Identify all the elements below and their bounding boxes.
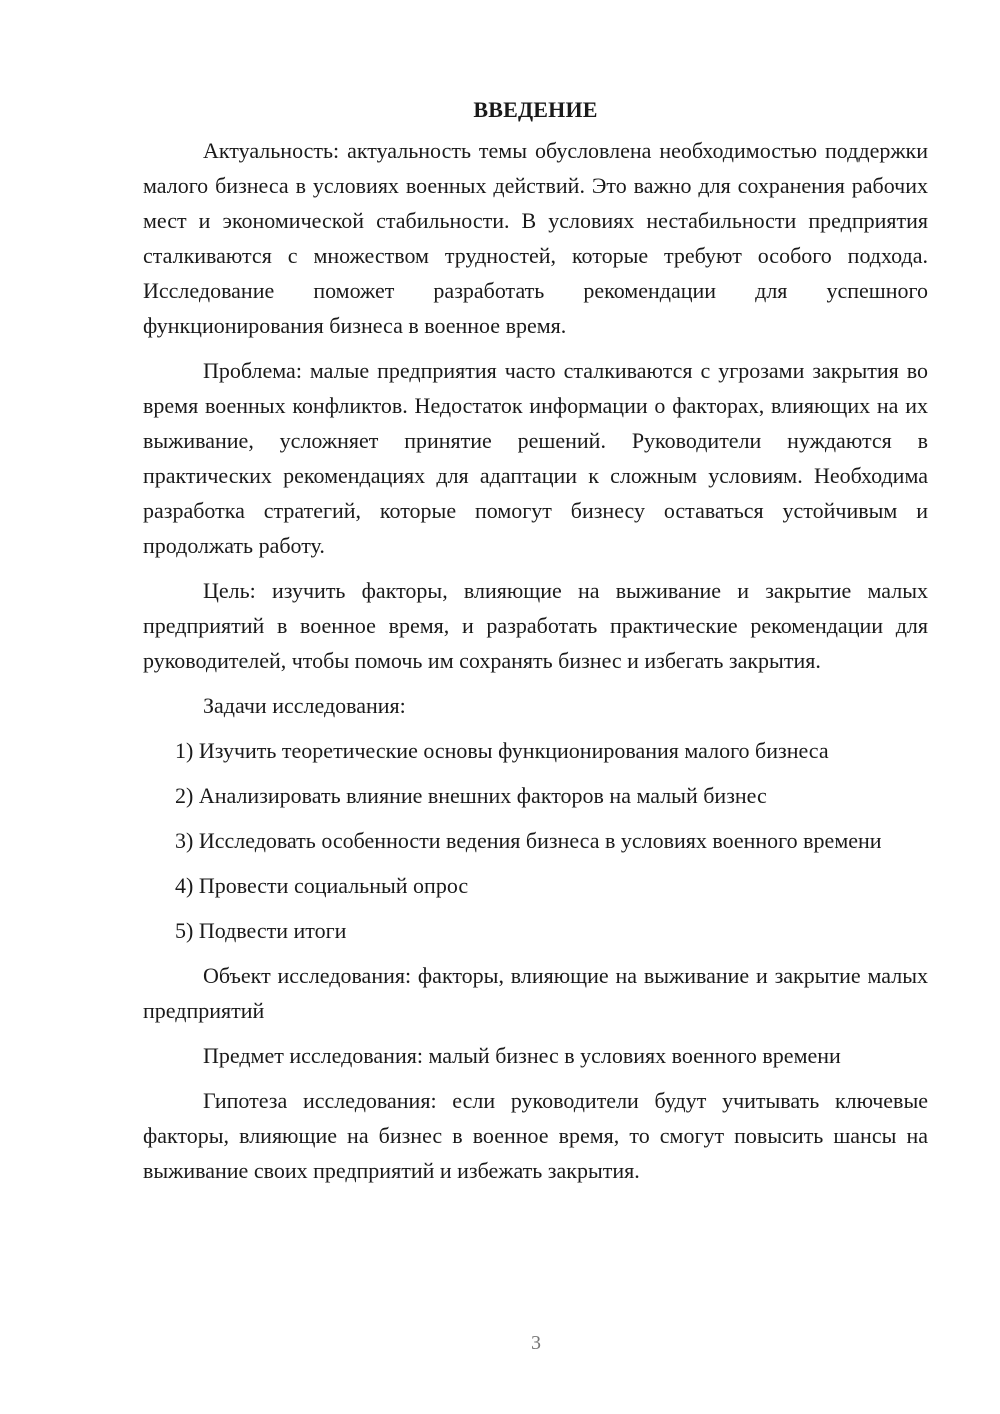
paragraph-goal: Цель: изучить факторы, влияющие на выживание и закрытие малых предприятий в военное время, и разработать практические рекомендации для руководителей, чтобы помочь им сохранять бизнес и избегать закрытия.: [143, 578, 928, 673]
task-item-5: 5) Подвести итоги: [175, 918, 347, 943]
task-item-2: 2) Анализировать влияние внешних факторов на малый бизнес: [175, 783, 767, 808]
page-number: 3: [531, 1332, 541, 1354]
paragraph-relevance: Актуальность: актуальность темы обусловлена необходимостью поддержки малого бизнеса в условиях военных действий. Это важно для сохранения рабочих мест и экономической стабильности. В условиях нестабильности предприятия сталкиваются с множеством трудностей, которые требуют особого подхода. Исследование поможет разработать рекомендации для успешного функционирования бизнеса в военное время.: [143, 138, 928, 338]
task-item-4: 4) Провести социальный опрос: [175, 873, 469, 898]
paragraph-object: Объект исследования: факторы, влияющие на выживание и закрытие малых предприятий: [143, 963, 928, 1023]
task-item-3: 3) Исследовать особенности ведения бизнеса в условиях военного времени: [175, 828, 882, 853]
paragraph-hypothesis: Гипотеза исследования: если руководители будут учитывать ключевые факторы, влияющие на бизнес в военное время, то смогут повысить шансы на выживание своих предприятий и избежать закрытия.: [143, 1088, 928, 1183]
paragraph-tasks-heading: Задачи исследования:: [203, 693, 406, 718]
document-title: ВВЕДЕНИЕ: [473, 97, 598, 122]
paragraph-subject: Предмет исследования: малый бизнес в условиях военного времени: [203, 1043, 841, 1068]
document-page: [143, 92, 928, 1198]
task-item-1: 1) Изучить теоретические основы функционирования малого бизнеса: [175, 738, 829, 763]
paragraph-problem: Проблема: малые предприятия часто сталкиваются с угрозами закрытия во время военных конфликтов. Недостаток информации о факторах, влияющих на их выживание, усложняет принятие решений. Руководители нуждаются в практических рекомендациях для адаптации к сложным условиям. Необходима разработка стратегий, которые помогут бизнесу оставаться устойчивым и продолжать работу.: [143, 358, 928, 558]
